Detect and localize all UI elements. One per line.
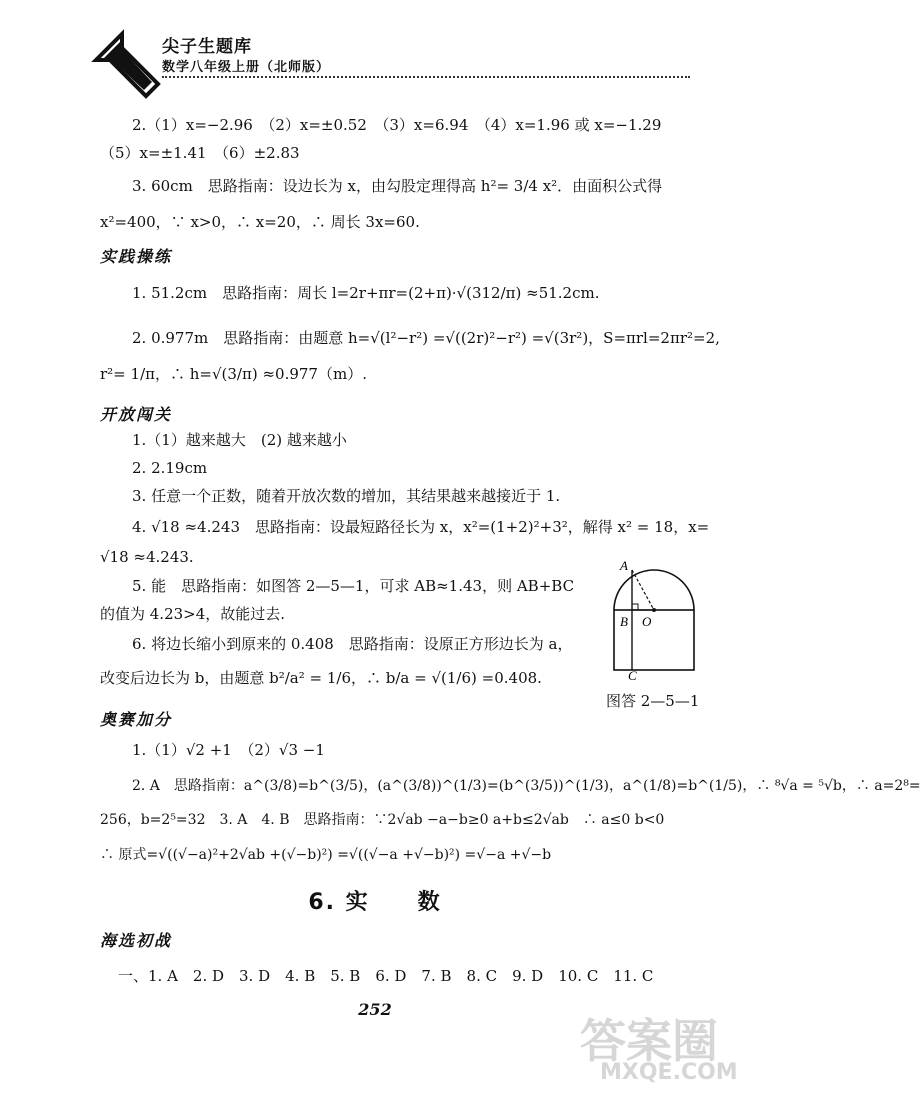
answer-line: 1.（1）越来越大 (2) 越来越小 [132, 431, 347, 449]
tunnel-figure [608, 558, 700, 683]
answer-line: 4. √18 ≈4.243 思路指南：设最短路径长为 x，x²=(1+2)²+3²，解得 x² = 18，x= [132, 518, 710, 536]
page-number: 252 [358, 1000, 392, 1019]
answer-line: 改变后边长为 b，由题意 b²/a² = 1/6，∴ b/a = √(1/6) =0.408. [100, 669, 542, 687]
answer-line: x²=400，∵ x>0，∴ x=20，∴ 周长 3x=60. [100, 213, 420, 231]
answer-line: 256，b=2⁵=32 3. A 4. B 思路指南：∵2√ab −a−b≥0 a+b≤2√ab ∴ a≤0 b<0 [100, 812, 665, 828]
label-c: C [628, 668, 637, 683]
label-b: B [620, 614, 628, 629]
figure-caption: 图答 2—5—1 [606, 692, 700, 710]
answer-line: √18 ≈4.243. [100, 548, 194, 566]
section-heading-preliminary: 海选初战 [100, 931, 173, 950]
answer-line: 的值为 4.23>4，故能过去. [100, 605, 286, 623]
answer-line: （5）x=±1.41 （6）±2.83 [100, 144, 300, 162]
answer-line: 一、1. A 2. D 3. D 4. B 5. B 6. D 7. B 8. C 9. D 10. C 11. C [118, 967, 654, 985]
answer-line: 6. 将边长缩小到原来的 0.408 思路指南：设原正方形边长为 a， [132, 635, 573, 653]
watermark-url: MXQE.COM [600, 1060, 738, 1085]
section-heading-open: 开放闯关 [100, 405, 173, 424]
answer-line: 3. 任意一个正数，随着开放次数的增加，其结果越来越接近于 1. [132, 487, 561, 505]
label-o: O [642, 614, 652, 629]
answer-line: 1.（1）√2 +1 （2）√3 −1 [132, 741, 325, 759]
answer-line: 2. 2.19cm [132, 459, 208, 477]
book-subtitle: 数学八年级上册（北师版） [162, 60, 331, 75]
answer-line: 2.（1）x=−2.96 （2）x=±0.52 （3）x=6.94 （4）x=1.96 或 x=−1.29 [132, 116, 662, 134]
answer-line: r²= 1/π，∴ h=√(3/π) ≈0.977（m）. [100, 365, 367, 383]
answer-line: 3. 60cm 思路指南：设边长为 x，由勾股定理得高 h²= 3/4 x²．由面积公式得 [132, 177, 663, 195]
chapter-title: 6. 实 数 [308, 890, 442, 915]
watermark-logo: 答案圈 [580, 1014, 718, 1068]
answer-line: 2. A 思路指南：a^(3/8)=b^(3/5)，(a^(3/8))^(1/3)=(b^(3/5))^(1/3)，a^(1/8)=b^(1/5)，∴ ⁸√a = ⁵√b，∴ a=2⁸= [132, 778, 921, 794]
header-dotted-rule [162, 76, 690, 78]
label-a: A [620, 558, 628, 573]
book-series-title: 尖子生题库 [162, 37, 252, 57]
arrow-logo-icon [92, 30, 162, 100]
answer-line: 5. 能 思路指南：如图答 2—5—1，可求 AB≈1.43，则 AB+BC [132, 577, 575, 595]
answer-line: 2. 0.977m 思路指南：由题意 h=√(l²−r²) =√((2r)²−r²) =√(3r²)，S=πrl=2πr²=2, [132, 329, 720, 347]
answer-line: ∴ 原式=√((√−a)²+2√ab +(√−b)²) =√((√−a +√−b)²) =√−a +√−b [100, 847, 552, 863]
section-heading-olympiad: 奥赛加分 [100, 710, 173, 729]
section-heading-practice: 实践操练 [100, 247, 173, 266]
answer-line: 1. 51.2cm 思路指南：周长 l=2r+πr=(2+π)·√(312/π) ≈51.2cm. [132, 284, 600, 302]
